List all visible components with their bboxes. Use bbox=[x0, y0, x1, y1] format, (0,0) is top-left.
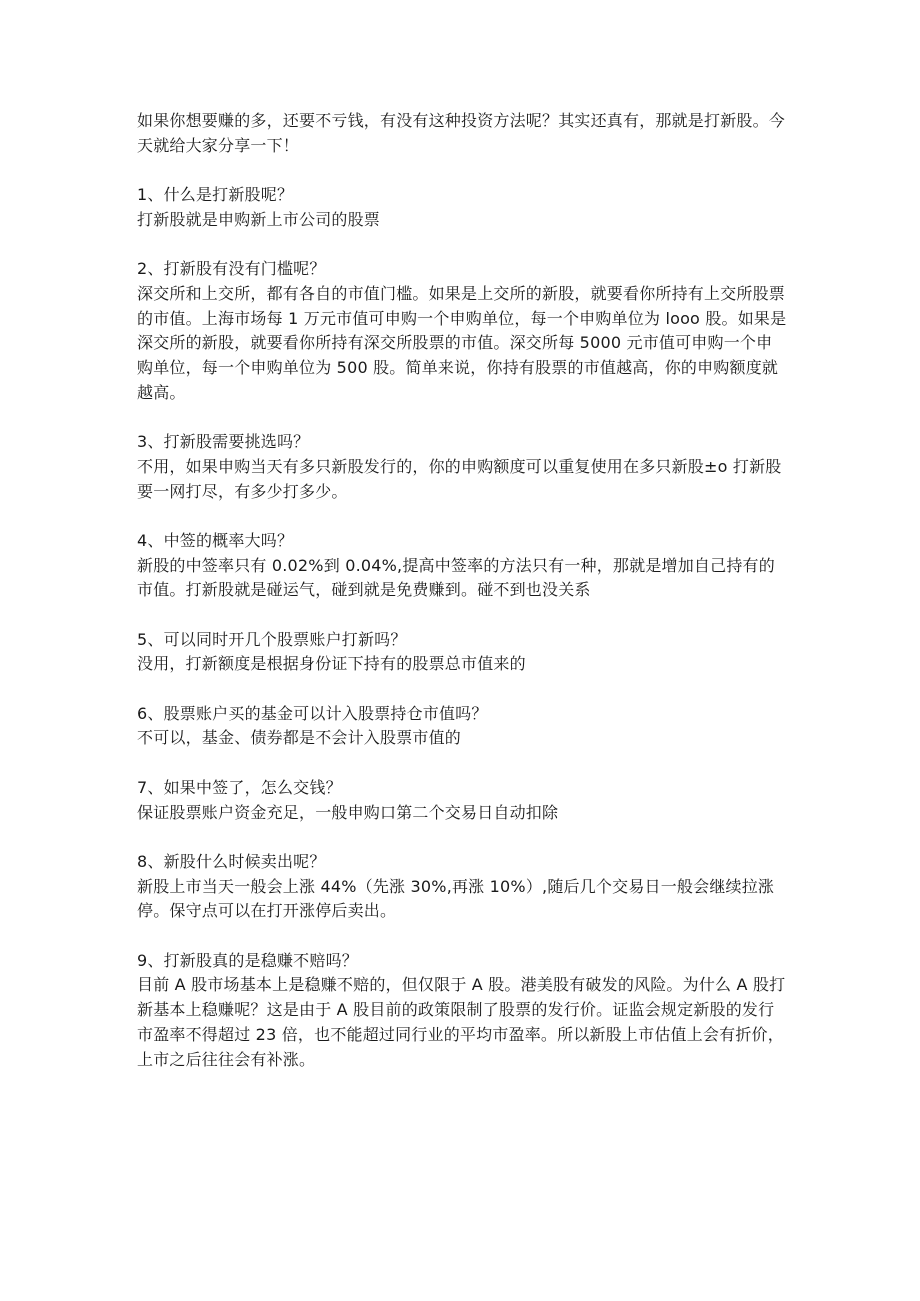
qa-section-3 bbox=[137, 430, 787, 504]
qa-section-7 bbox=[137, 776, 787, 825]
question-heading: 1、什么是打新股呢？ bbox=[137, 185, 294, 205]
question-heading: 6、股票账户买的基金可以计入股票持仓市值吗？ bbox=[137, 703, 488, 723]
question-heading: 9、打新股真的是稳赚不赔吗？ bbox=[137, 950, 358, 970]
question-heading: 5、可以同时开几个股票账户打新吗？ bbox=[137, 629, 407, 649]
question-heading: 4、中签的概率大吗？ bbox=[137, 530, 294, 550]
answer-paragraph: 深交所和上交所，都有各自的市值门槛。如果是上交所的新股，就要看你所持有上交所股票的市值。上海市场每 1 万元市值可申购一个申购单位，每一个申购单位为 looo 股。如果是深交所的新股，就要看你所持有深交所股票的市值。深交所每 5000 元市值可申购一个申购单位，每一个申购单位为 500 股。简单来说，你持有股票的市值越高，你的申购额度就越高。 bbox=[137, 283, 787, 402]
qa-section-8 bbox=[137, 850, 787, 924]
qa-section-1 bbox=[137, 183, 787, 232]
intro-paragraph: 如果你想要赚的多，还要不亏钱，有没有这种投资方法呢？其实还真有，那就是打新股。今天就给大家分享一下！ bbox=[137, 111, 786, 155]
answer-paragraph: 新股的中签率只有 0.02%到 0.04%,提高中签率的方法只有一种，那就是增加自己持有的市值。打新股就是碰运气，碰到就是免费赚到。碰不到也没关系 bbox=[137, 555, 775, 600]
qa-section-5 bbox=[137, 628, 787, 677]
answer-paragraph: 新股上市当天一般会上涨 44%（先涨 30%,再涨 10%）,随后几个交易日一般会继续拉涨停。保守点可以在打开涨停后卖出。 bbox=[137, 876, 775, 921]
question-heading: 7、如果中签了，怎么交钱？ bbox=[137, 777, 342, 797]
answer-paragraph: 没用，打新额度是根据身份证下持有的股票总市值来的 bbox=[137, 654, 526, 674]
question-heading: 8、新股什么时候卖出呢？ bbox=[137, 851, 326, 871]
answer-paragraph: 不用，如果申购当天有多只新股发行的，你的申购额度可以重复使用在多只新股±o 打新股要一网打尽，有多少打多少。 bbox=[137, 456, 782, 501]
qa-section-6 bbox=[137, 702, 787, 751]
answer-paragraph: 目前 A 股市场基本上是稳赚不赔的，但仅限于 A 股。港美股有破发的风险。为什么 A 股打新基本上稳赚呢？这是由于 A 股目前的政策限制了股票的发行价。证监会规定新股的发行市盈率不得超过 23 倍，也不能超过同行业的平均市盈率。所以新股上市估值上会有折价，上市之后往往会有补涨。 bbox=[137, 975, 786, 1069]
answer-paragraph: 打新股就是申购新上市公司的股票 bbox=[137, 209, 381, 229]
qa-section-9 bbox=[137, 949, 787, 1073]
qa-section-4 bbox=[137, 529, 787, 603]
question-heading: 2、打新股有没有门槛呢？ bbox=[137, 259, 326, 279]
question-heading: 3、打新股需要挑选吗？ bbox=[137, 432, 310, 452]
document-body bbox=[137, 109, 787, 1097]
answer-paragraph: 不可以，基金、债券都是不会计入股票市值的 bbox=[137, 728, 462, 748]
answer-paragraph: 保证股票账户资金充足，一般申购口第二个交易日自动扣除 bbox=[137, 802, 559, 822]
qa-section-2 bbox=[137, 257, 787, 405]
